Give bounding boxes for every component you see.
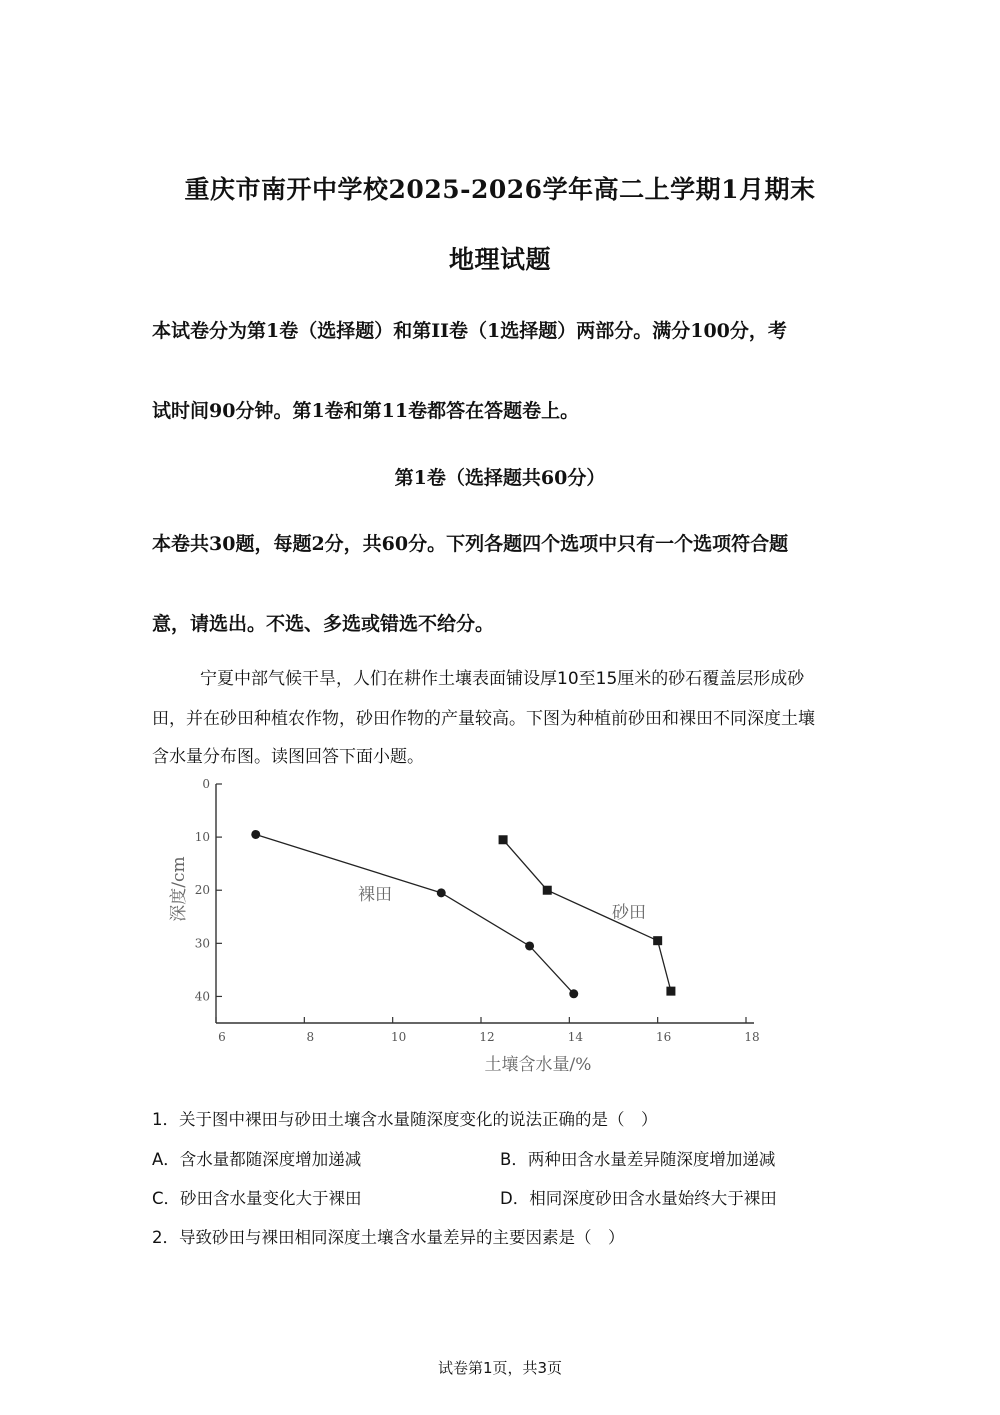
y-tick-label: 30 <box>194 936 210 951</box>
x-tick-label: 12 <box>479 1030 495 1044</box>
question-1-option-b: B．两种田含水量差异随深度增加递减 <box>500 1150 776 1169</box>
x-tick-label: 6 <box>218 1030 226 1044</box>
question-1-option-c: C．砂田含水量变化大于裸田 <box>152 1189 362 1208</box>
y-tick-label: 40 <box>194 989 210 1004</box>
question-2-stem: 2．导致砂田与裸田相同深度土壤含水量差异的主要因素是（ ） <box>152 1228 625 1247</box>
passage-line1: 宁夏中部气候干旱，人们在耕作土壤表面铺设厚10至15厘米的砂石覆盖层形成砂 <box>200 669 805 689</box>
page-title-line2: 地理试题 <box>448 245 551 274</box>
passage-line3: 含水量分布图。读图回答下面小题。 <box>152 747 424 767</box>
instructions-line2: 试时间90分钟。第1卷和第11卷都答在答题卷上。 <box>152 400 580 422</box>
soil-moisture-chart <box>160 770 780 1080</box>
y-tick-label: 10 <box>194 830 210 845</box>
section-heading: 第1卷（选择题共60分） <box>394 467 606 489</box>
question-1-option-a: A．含水量都随深度增加递减 <box>152 1150 362 1169</box>
y-axis-title: 深度/cm <box>169 856 189 922</box>
data-point-circle <box>569 989 578 998</box>
page-footer: 试卷第1页，共3页 <box>437 1359 563 1377</box>
y-tick-label: 0 <box>202 777 210 791</box>
data-point-square <box>499 835 508 844</box>
question-1-stem: 1．关于图中裸田与砂田土壤含水量随深度变化的说法正确的是（ ） <box>152 1110 658 1129</box>
chart-axes <box>195 777 760 1044</box>
x-tick-label: 14 <box>567 1030 583 1044</box>
passage-line2: 田，并在砂田种植农作物，砂田作物的产量较高。下图为种植前砂田和裸田不同深度土壤 <box>152 709 815 729</box>
series-label-1: 裸田 <box>358 885 392 905</box>
x-axis-title: 土壤含水量/% <box>484 1055 592 1075</box>
chart-series <box>251 830 675 998</box>
data-point-circle <box>437 888 446 897</box>
page-title-line1: 重庆市南开中学校2025-2026学年高二上学期1月期末 <box>184 175 816 204</box>
x-tick-label: 16 <box>656 1030 672 1044</box>
x-tick-label: 18 <box>744 1030 760 1044</box>
data-point-square <box>653 936 662 945</box>
data-point-square <box>543 886 552 895</box>
series-label-2: 砂田 <box>612 903 646 923</box>
x-tick-label: 10 <box>391 1030 407 1044</box>
section-desc-line1: 本卷共30题，每题2分，共60分。下列各题四个选项中只有一个选项符合题 <box>152 533 789 555</box>
instructions-line1: 本试卷分为第1卷（选择题）和第II卷（1选择题）两部分。满分100分，考 <box>152 320 787 342</box>
y-tick-label: 20 <box>194 883 210 898</box>
data-point-circle <box>251 830 260 839</box>
section-desc-line2: 意，请选出。不选、多选或错选不给分。 <box>152 613 495 635</box>
question-1-option-d: D．相同深度砂田含水量始终大于裸田 <box>500 1189 777 1208</box>
series-line-1 <box>256 834 574 993</box>
data-point-circle <box>525 941 534 950</box>
data-point-square <box>666 987 675 996</box>
x-tick-label: 8 <box>306 1030 315 1044</box>
